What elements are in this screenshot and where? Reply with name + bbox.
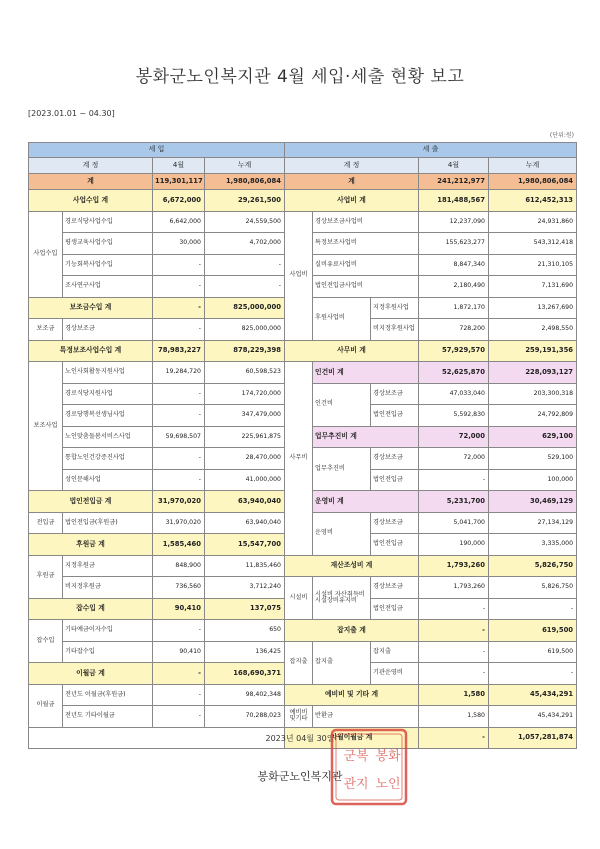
expense-subcategory: 잡지출 [313,641,371,684]
income-april-value: - [153,684,205,706]
expense-account-label: 법인전입금사업비 [313,276,419,298]
income-cumulative-value: 825,000,000 [205,297,285,319]
income-cumulative-value: 136,425 [205,641,285,663]
expense-subtotal-label: 인건비 계 [313,362,419,384]
report-date: 2023년 04월 30일 [265,734,335,743]
income-april-value: - [153,663,205,685]
income-account-label: 기타잡수입 [63,641,153,663]
expense-april-value: - [419,727,489,749]
income-cumulative-value: 4,702,000 [205,233,285,255]
income-category: 사업수입 [29,211,63,297]
table-row [29,190,577,212]
income-april-value: 736,560 [153,577,205,599]
expense-cumulative-header: 누계 [489,158,577,174]
expense-subtotal-label: 차월이월금 계 [285,727,419,749]
income-subtotal-label: 특정보조사업수입 계 [29,340,153,362]
income-account-label: 노인맞춤돌봄서비스사업 [63,426,153,448]
table-body [29,143,577,749]
income-subtotal-label: 이월금 계 [29,663,153,685]
income-cumulative-value: 24,559,500 [205,211,285,233]
expense-april-value: 12,237,090 [419,211,489,233]
expense-category: 잡지출 [285,641,313,684]
income-account-label: 경로당행복선생님사업 [63,405,153,427]
income-category: 이월금 [29,684,63,727]
expense-header: 세 출 [285,143,577,158]
expense-cumulative-value: 619,500 [489,620,577,642]
income-april-value: 30,000 [153,233,205,255]
expense-account-label: 반환금 [313,706,419,728]
income-cumulative-value: - [205,254,285,276]
income-account-label: 법인전입금(후원금) [63,512,153,534]
income-april-value: - [153,706,205,728]
table-row [29,620,577,642]
income-cumulative-value: 60,598,523 [205,362,285,384]
income-april-value: 6,672,000 [153,190,205,212]
expense-april-value: 8,847,340 [419,254,489,276]
expense-april-value: 47,033,040 [419,383,489,405]
table-row [29,362,577,384]
expense-cumulative-value: 228,093,127 [489,362,577,384]
seal-glyph: 노인 [375,777,401,792]
income-cumulative-value: 225,961,875 [205,426,285,448]
expense-cumulative-value: 2,498,550 [489,319,577,341]
income-account-label: 성인문해사업 [63,469,153,491]
income-account-label: 노인사회활동지원사업 [63,362,153,384]
table-row [29,577,577,599]
header-row-section [29,143,577,158]
income-account-label: 전년도 기타이월금 [63,706,153,728]
expense-category: 사업비 [285,211,313,340]
expense-april-value: 2,180,490 [419,276,489,298]
expense-category: 시설비 [285,577,313,620]
expense-funding-source: 법인전입금 [371,405,419,427]
expense-april-value: 57,929,570 [419,340,489,362]
income-category: 후원금 [29,555,63,598]
income-cumulative-value: 825,000,000 [205,319,285,341]
income-category: 전입금 [29,512,63,534]
seal-glyph: 관지 [343,777,369,792]
expense-april-value: - [419,663,489,685]
expense-april-value: 1,872,170 [419,297,489,319]
income-account-label: 경로식당지원사업 [63,383,153,405]
expense-april-value: 1,580 [419,706,489,728]
income-april-value: - [153,297,205,319]
income-april-value: 119,301,117 [153,174,205,190]
report-period: [2023.01.01 ~ 04.30] [28,109,115,118]
income-cumulative-value: 174,720,000 [205,383,285,405]
official-seal-icon [330,728,408,806]
income-cumulative-value: 63,940,040 [205,491,285,513]
expense-april-value: 190,000 [419,534,489,556]
income-subtotal-label: 법인전입금 계 [29,491,153,513]
income-header: 세 입 [29,143,285,158]
expense-account-label: 특정보조사업비 [313,233,419,255]
income-april-value: 19,284,720 [153,362,205,384]
income-april-value: - [153,276,205,298]
income-cumulative-value: 168,690,371 [205,663,285,685]
expense-april-value: - [419,469,489,491]
expense-april-value: 728,200 [419,319,489,341]
income-cumulative-value: 650 [205,620,285,642]
seal-glyph: 군복 [343,749,369,764]
income-cumulative-value: 63,940,040 [205,512,285,534]
expense-cumulative-value: 13,267,690 [489,297,577,319]
expense-cumulative-value: 5,826,750 [489,555,577,577]
income-cumulative-value: 1,980,806,084 [205,174,285,190]
expense-subtotal-label: 잡지출 계 [285,620,419,642]
expense-cumulative-value: 3,335,000 [489,534,577,556]
income-subtotal-label: 사업수입 계 [29,190,153,212]
income-cumulative-value: 41,000,000 [205,469,285,491]
expense-april-value: 72,000 [419,448,489,470]
table-row [29,211,577,233]
expense-cumulative-value: 543,312,418 [489,233,577,255]
income-april-value: 1,585,460 [153,534,205,556]
expense-april-value: 5,231,700 [419,491,489,513]
income-subtotal-label: 계 [29,174,153,190]
expense-subcategory: 후원사업비 [313,297,371,340]
organization-name: 봉화군노인복지관 [257,770,343,783]
expense-cumulative-value: 529,100 [489,448,577,470]
expense-cumulative-value: - [489,663,577,685]
expense-cumulative-value: 5,826,750 [489,577,577,599]
income-subtotal-label: 후원금 계 [29,534,153,556]
expense-funding-source: 경상보조금 [371,512,419,534]
expense-april-value: 1,793,260 [419,555,489,577]
income-april-value: - [153,620,205,642]
income-april-value: 6,642,000 [153,211,205,233]
expense-category: 예비비및기타 [285,706,313,728]
expense-funding-source: 잡지출 [371,641,419,663]
income-account-label: 비지정후원금 [63,577,153,599]
income-april-value: 31,970,020 [153,512,205,534]
expense-subcategory: 업무추진비 [313,448,371,491]
table-row [29,340,577,362]
expense-cumulative-value: 30,469,129 [489,491,577,513]
income-category: 보조사업 [29,362,63,491]
expense-cumulative-value: 612,452,313 [489,190,577,212]
expense-cumulative-value: 100,000 [489,469,577,491]
income-account-label: 경상보조금 [63,319,153,341]
income-april-value: 59,698,507 [153,426,205,448]
expense-april-header: 4월 [419,158,489,174]
income-cumulative-value: 11,835,460 [205,555,285,577]
expense-cumulative-value: 619,500 [489,641,577,663]
expense-funding-source: 경상보조금 [371,448,419,470]
income-category: 보조금 [29,319,63,341]
expense-cumulative-value: 7,131,690 [489,276,577,298]
expense-april-value: 5,592,830 [419,405,489,427]
income-cumulative-value: 29,261,500 [205,190,285,212]
income-april-value: 90,410 [153,598,205,620]
expense-april-value: 181,488,567 [419,190,489,212]
income-cumulative-value: 347,479,000 [205,405,285,427]
income-category: 잡수입 [29,620,63,663]
expense-april-value: 72,000 [419,426,489,448]
income-cumulative-value: 98,402,348 [205,684,285,706]
expense-cumulative-value: 45,434,291 [489,684,577,706]
expense-subcategory: 인건비 [313,383,371,426]
income-cumulative-value: - [205,276,285,298]
expense-account-label: 경상보조금사업비 [313,211,419,233]
income-april-value: 90,410 [153,641,205,663]
expense-cumulative-value: 629,100 [489,426,577,448]
income-april-value: - [153,469,205,491]
income-account-header: 계 정 [29,158,153,174]
income-account-label: 평생교육사업수입 [63,233,153,255]
page-title: 봉화군노인복지관 4월 세입·세출 현황 보고 [135,67,465,87]
income-cumulative-value: 878,229,398 [205,340,285,362]
income-account-label: 전년도 이월금(후원금) [63,684,153,706]
income-april-value: - [153,254,205,276]
expense-cumulative-value: 203,300,318 [489,383,577,405]
expense-subtotal-label: 재산조성비 계 [285,555,419,577]
budget-table [28,142,577,749]
income-account-label: 통합노인건강증진사업 [63,448,153,470]
income-cumulative-header: 누계 [205,158,285,174]
expense-april-value: 155,623,277 [419,233,489,255]
expense-funding-source: 지정후원사업 [371,297,419,319]
table-row [29,555,577,577]
income-april-value: 848,900 [153,555,205,577]
expense-april-value: - [419,620,489,642]
income-account-label: 경로식당사업수입 [63,211,153,233]
expense-cumulative-value: 24,931,860 [489,211,577,233]
income-subtotal-label: 보조금수입 계 [29,297,153,319]
expense-subcategory: 시설비 자산취득비 시설장비유지비 [313,577,371,620]
expense-funding-source: 경상보조금 [371,383,419,405]
expense-april-value: 52,625,870 [419,362,489,384]
table-row [29,174,577,190]
expense-account-label: 실비유료사업비 [313,254,419,276]
expense-subcategory: 운영비 [313,512,371,555]
income-april-value: - [153,319,205,341]
income-account-label: 기타예금이자수입 [63,620,153,642]
expense-category: 사무비 [285,362,313,556]
income-cumulative-value: 15,547,700 [205,534,285,556]
expense-funding-source: 법인전입금 [371,469,419,491]
expense-cumulative-value: 1,980,806,084 [489,174,577,190]
expense-funding-source: 비지정후원사업 [371,319,419,341]
expense-cumulative-value: 259,191,356 [489,340,577,362]
expense-cumulative-value: 45,434,291 [489,706,577,728]
income-cumulative-value: 70,288,023 [205,706,285,728]
expense-april-value: 1,793,260 [419,577,489,599]
expense-april-value: 241,212,977 [419,174,489,190]
expense-april-value: - [419,598,489,620]
income-april-header: 4월 [153,158,205,174]
expense-account-header: 계 정 [285,158,419,174]
income-april-value: - [153,448,205,470]
table-row [29,684,577,706]
expense-cumulative-value: 27,134,129 [489,512,577,534]
table-row [29,641,577,663]
expense-april-value: 1,580 [419,684,489,706]
expense-funding-source: 기관운영비 [371,663,419,685]
income-april-value: 31,970,020 [153,491,205,513]
expense-cumulative-value: 24,792,809 [489,405,577,427]
seal-glyph: 봉화 [375,749,401,764]
expense-cumulative-value: 1,057,281,874 [489,727,577,749]
expense-cumulative-value: 21,310,105 [489,254,577,276]
income-cumulative-value: 137,075 [205,598,285,620]
expense-april-value: - [419,641,489,663]
income-subtotal-label: 잡수입 계 [29,598,153,620]
expense-funding-source: 법인전입금 [371,534,419,556]
income-cumulative-value: 3,712,240 [205,577,285,599]
expense-funding-source: 경상보조금 [371,577,419,599]
table-row [29,706,577,728]
income-account-label: 조사연구사업 [63,276,153,298]
unit-note: (단위:원) [549,132,574,139]
income-april-value: - [153,405,205,427]
expense-subtotal-label: 사무비 계 [285,340,419,362]
expense-april-value: 5,041,700 [419,512,489,534]
expense-subtotal-label: 예비비 및 기타 계 [285,684,419,706]
income-april-value: - [153,383,205,405]
expense-funding-source: 법인전입금 [371,598,419,620]
income-account-label: 지정후원금 [63,555,153,577]
expense-subtotal-label: 업무추진비 계 [313,426,419,448]
expense-cumulative-value: - [489,598,577,620]
income-account-label: 기능회복사업수입 [63,254,153,276]
expense-subtotal-label: 계 [285,174,419,190]
income-april-value: 78,983,227 [153,340,205,362]
expense-subtotal-label: 사업비 계 [285,190,419,212]
income-cumulative-value: 28,470,000 [205,448,285,470]
expense-subtotal-label: 운영비 계 [313,491,419,513]
header-row-columns [29,158,577,174]
